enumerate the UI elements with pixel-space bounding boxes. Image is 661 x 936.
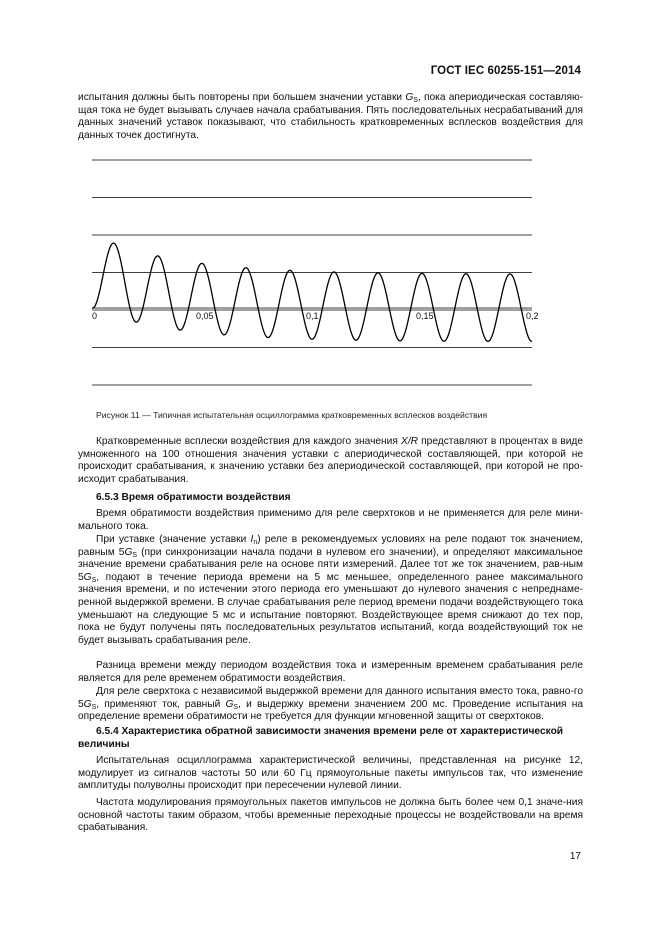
chart-x-tick-label: 0,2 [526,311,539,321]
section-6-5-3-heading: 6.5.3 Время обратимости воздействия [96,492,291,503]
document-header: ГОСТ IEC 60255-151—2014 [430,65,581,77]
chart-grid [92,160,532,385]
oscillogram-figure [90,158,540,388]
xr-paragraph: Кратковременные всплески воздействия для каждого значения X/R представляют в процентах в виде умноженного на 100 отношения значения уставки с апериодической составляющей, при которой не происходит срабатывания, к значению уставки без апериодической составляющей, при которой не про-исходит срабатывания. [78,436,583,485]
section-6-5-3-p3: Разница времени между периодом воздействия тока и измеренным временем срабатывания реле является для реле временем обратимости воздействия. [78,660,583,684]
chart-x-tick-label: 0,1 [306,311,319,321]
chart-x-tick-label: 0,05 [196,311,214,321]
section-6-5-4-heading: 6.5.4 Характеристика обратной зависимости значения времени реле от характеристической величины [78,726,564,750]
section-6-5-3-p4: Для реле сверхтока с независимой выдержкой времени для данного испытания вместо тока, равно-го $5G_S$, применяют ток, равный $G_S$, и выдержку времени значением 200 мс. Проведение испытания на определение времени обратимости не требуется для функции мгновенной защиты от сверхтоков. [78,686,583,723]
page-number: 17 [569,851,581,862]
section-6-5-3-p2: При уставке (значение уставки $I_n$) реле в рекомендуемых условиях на реле подают ток значением, равным $5G_S$ (при синхронизации начала подачи в нулевом его значении), и определяют максимальное значение времени срабатывания реле на основе пяти измерений. Далее тот же ток значением, рав-ным $5G_S$, подают в течение периода времени на 5 мс меньшее, определенного ранее максимального значения времени, и по истечении этого периода его уменьшают до нулевого значения с непреднаме-ренной выдержкой времени. В случае срабатывания реле период времени подачи воздействующего тока уменьшают на следующие 5 мс и испытание повторяют. Воздействующее время снижают до тех пор, пока не будут получены пять последовательных результатов испытаний, когда воздействующий ток не будет вызывать срабатывания реле. [78,534,583,646]
section-6-5-3-p1: Время обратимости воздействия применимо для реле сверхтоков и не применяется для реле мини-мального тока. [78,508,583,532]
chart-series-line [92,243,532,341]
figure-caption: Рисунок 11 — Типичная испытательная осциллограмма кратковременных всплесков воздействия [96,410,488,420]
intro-paragraph: испытания должны быть повторены при большем значении уставки $G_S$, пока апериодическая составляю-щая тока не будет вызывать случаев начала срабатывания. Пять последовательных несрабатываний для данных значений уставок показывают, что стабильность кратковременных всплесков воздействия для данных точек достигнута. [78,92,583,141]
section-6-5-4-p1: Испытательная осциллограмма характеристической величины, представленная на рисунке 12, модулирует из сигналов частоты 50 или 60 Гц прямоугольные пакеты импульсов так, что изменение амплитуды полуволны происходит при пересечении нулевой линии. [78,755,583,792]
chart-x-ticks [92,311,539,321]
chart-x-tick-label: 0 [92,311,98,321]
section-6-5-4-p2: Частота модулирования прямоугольных пакетов импульсов не должна быть более чем 0,1 значе-ния основной частоты таким образом, чтобы временные переходные процессы не воздействовали на время срабатывания. [78,797,583,834]
chart-x-tick-label: 0,15 [416,311,434,321]
